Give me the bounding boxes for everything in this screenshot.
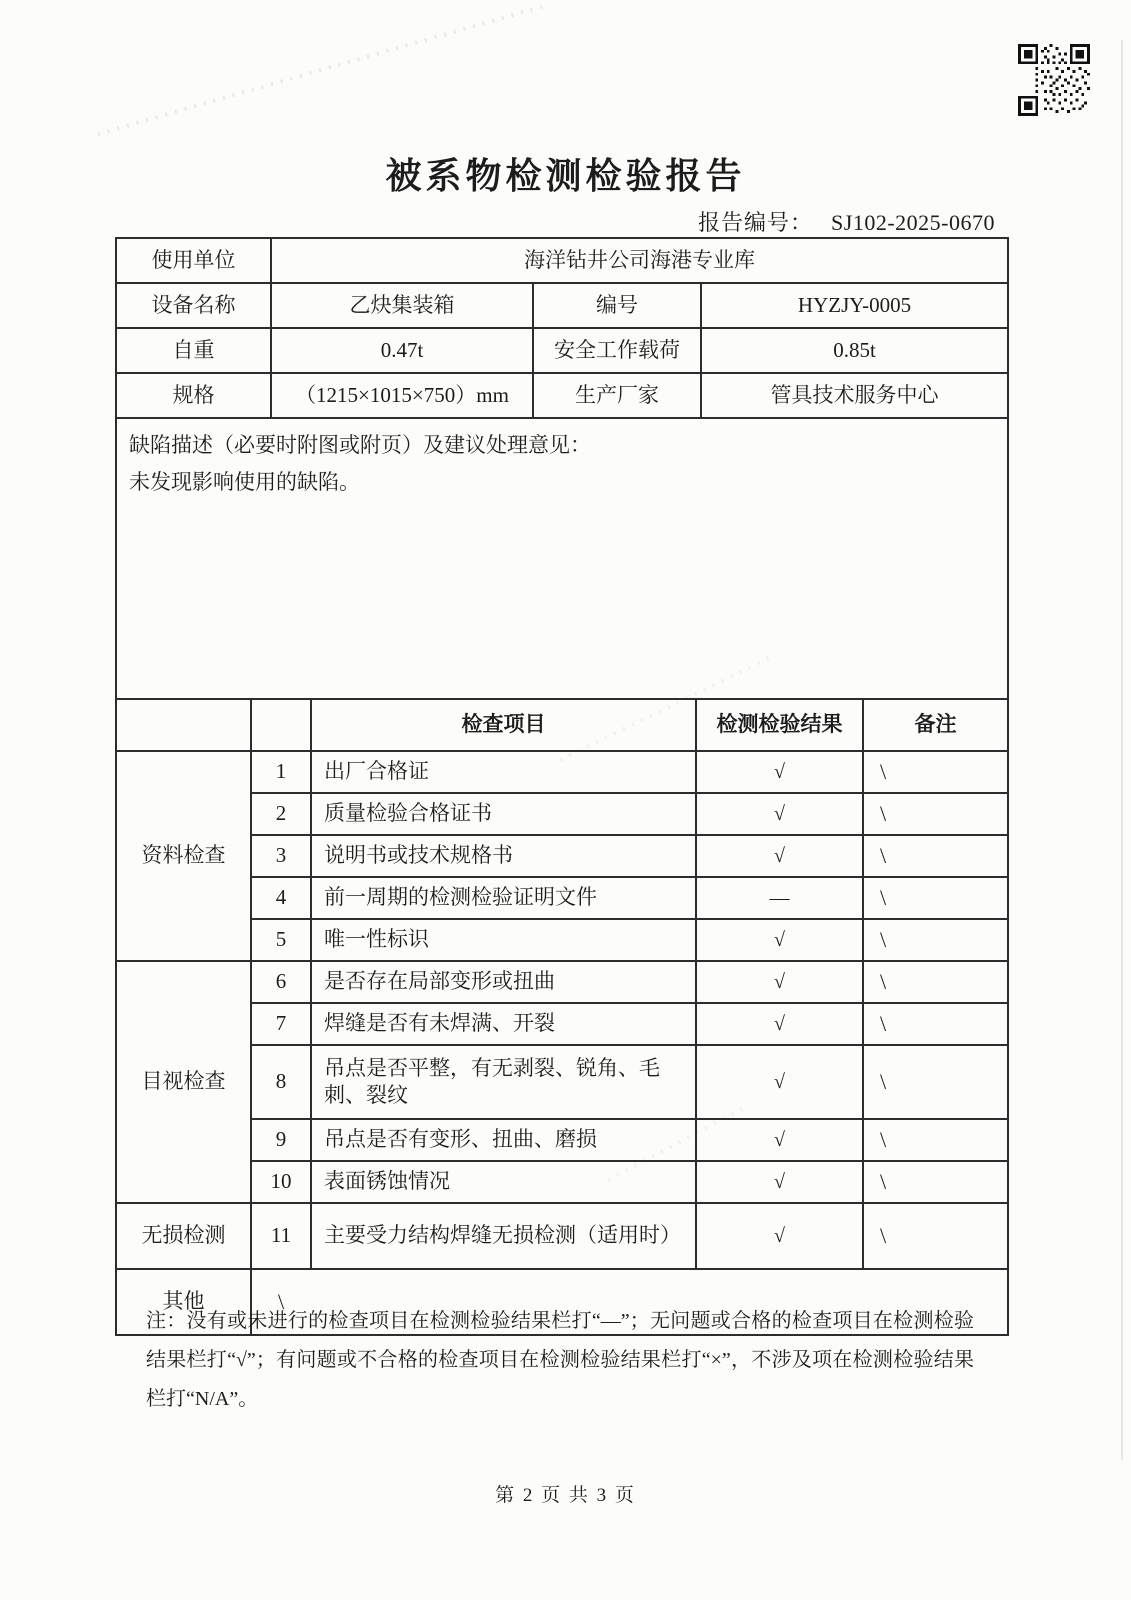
result-mark: √ bbox=[696, 1045, 863, 1119]
defect-description-content: 未发现影响使用的缺陷。 bbox=[129, 469, 360, 494]
watermark-artifact bbox=[97, 3, 550, 136]
result-mark: √ bbox=[696, 1119, 863, 1161]
report-number-value: SJ102-2025-0670 bbox=[831, 210, 995, 235]
field-weight-value: 0.47t bbox=[271, 328, 533, 373]
item-desc: 主要受力结构焊缝无损检测（适用时） bbox=[311, 1203, 696, 1269]
table-row bbox=[116, 283, 1008, 328]
remark-mark: \ bbox=[863, 919, 1008, 961]
group-ndt-label: 无损检测 bbox=[116, 1203, 251, 1269]
group-visual-label: 目视检查 bbox=[116, 961, 251, 1203]
header-group-cell bbox=[116, 699, 251, 751]
equipment-info-table bbox=[115, 237, 1009, 700]
remark-mark: \ bbox=[863, 961, 1008, 1003]
note-text: 注：没有或未进行的检查项目在检测检验结果栏打“—”；无问题或合格的检查项目在检测检验结果栏打“√”；有问题或不合格的检查项目在检测检验结果栏打“×”，不涉及项在检测检验结果栏打“N/A”。 bbox=[146, 1310, 974, 1410]
other-value: \ bbox=[251, 1269, 1008, 1335]
field-weight-label: 自重 bbox=[116, 328, 271, 373]
field-device-label: 设备名称 bbox=[116, 283, 271, 328]
result-mark: — bbox=[696, 877, 863, 919]
item-no: 2 bbox=[251, 793, 311, 835]
result-mark: √ bbox=[696, 1203, 863, 1269]
result-mark: √ bbox=[696, 1003, 863, 1045]
field-manufacturer-label: 生产厂家 bbox=[533, 373, 701, 418]
header-no-cell bbox=[251, 699, 311, 751]
remark-mark: \ bbox=[863, 751, 1008, 793]
report-number-line bbox=[698, 206, 995, 237]
field-device-value: 乙炔集装箱 bbox=[271, 283, 533, 328]
field-unit-label: 使用单位 bbox=[116, 238, 271, 283]
item-no: 7 bbox=[251, 1003, 311, 1045]
remark-mark: \ bbox=[863, 1045, 1008, 1119]
field-swl-value: 0.85t bbox=[701, 328, 1008, 373]
table-row bbox=[116, 373, 1008, 418]
item-desc: 唯一性标识 bbox=[311, 919, 696, 961]
group-other-label: 其他 bbox=[116, 1269, 251, 1335]
page-title: 被系物检测检验报告 bbox=[385, 156, 746, 196]
report-number-label: 报告编号： bbox=[698, 210, 814, 235]
item-no: 1 bbox=[251, 751, 311, 793]
field-unit-value: 海洋钻井公司海港专业库 bbox=[271, 238, 1008, 283]
checklist-row bbox=[116, 1203, 1008, 1269]
checklist-row bbox=[116, 961, 1008, 1003]
page-edge-shadow bbox=[1121, 40, 1123, 1460]
item-desc: 说明书或技术规格书 bbox=[311, 835, 696, 877]
defect-description-cell bbox=[116, 418, 1008, 699]
group-docs-label: 资料检查 bbox=[116, 751, 251, 961]
result-mark: √ bbox=[696, 1161, 863, 1203]
item-no: 5 bbox=[251, 919, 311, 961]
item-no: 3 bbox=[251, 835, 311, 877]
page-footer: 第 2 页 共 3 页 bbox=[495, 1485, 636, 1506]
item-desc: 吊点是否平整，有无剥裂、锐角、毛刺、裂纹 bbox=[311, 1045, 696, 1119]
remark-mark: \ bbox=[863, 1161, 1008, 1203]
header-item: 检查项目 bbox=[311, 699, 696, 751]
result-mark: √ bbox=[696, 793, 863, 835]
field-number-label: 编号 bbox=[533, 283, 701, 328]
remark-mark: \ bbox=[863, 1203, 1008, 1269]
table-row bbox=[116, 418, 1008, 699]
qr-code-icon bbox=[1018, 44, 1090, 116]
result-mark: √ bbox=[696, 919, 863, 961]
header-result: 检测检验结果 bbox=[696, 699, 863, 751]
inspection-checklist-table bbox=[115, 698, 1009, 1336]
item-desc: 表面锈蚀情况 bbox=[311, 1161, 696, 1203]
item-no: 10 bbox=[251, 1161, 311, 1203]
item-no: 6 bbox=[251, 961, 311, 1003]
remark-mark: \ bbox=[863, 877, 1008, 919]
item-desc: 焊缝是否有未焊满、开裂 bbox=[311, 1003, 696, 1045]
remark-mark: \ bbox=[863, 1119, 1008, 1161]
item-no: 8 bbox=[251, 1045, 311, 1119]
item-desc: 吊点是否有变形、扭曲、磨损 bbox=[311, 1119, 696, 1161]
header-remark: 备注 bbox=[863, 699, 1008, 751]
item-no: 4 bbox=[251, 877, 311, 919]
result-mark: √ bbox=[696, 835, 863, 877]
item-desc: 前一周期的检测检验证明文件 bbox=[311, 877, 696, 919]
item-desc: 出厂合格证 bbox=[311, 751, 696, 793]
checklist-header-row bbox=[116, 699, 1008, 751]
item-desc: 是否存在局部变形或扭曲 bbox=[311, 961, 696, 1003]
table-row bbox=[116, 238, 1008, 283]
field-manufacturer-value: 管具技术服务中心 bbox=[701, 373, 1008, 418]
field-spec-label: 规格 bbox=[116, 373, 271, 418]
field-spec-value: （1215×1015×750）mm bbox=[271, 373, 533, 418]
checklist-row bbox=[116, 751, 1008, 793]
report-tables bbox=[115, 237, 1007, 1336]
item-no: 9 bbox=[251, 1119, 311, 1161]
result-mark: √ bbox=[696, 751, 863, 793]
field-number-value: HYZJY-0005 bbox=[701, 283, 1008, 328]
item-no: 11 bbox=[251, 1203, 311, 1269]
item-desc: 质量检验合格证书 bbox=[311, 793, 696, 835]
result-mark: √ bbox=[696, 961, 863, 1003]
remark-mark: \ bbox=[863, 1003, 1008, 1045]
remark-mark: \ bbox=[863, 793, 1008, 835]
field-swl-label: 安全工作载荷 bbox=[533, 328, 701, 373]
remark-mark: \ bbox=[863, 835, 1008, 877]
defect-description-label: 缺陷描述（必要时附图或附页）及建议处理意见： bbox=[129, 433, 591, 457]
table-row bbox=[116, 328, 1008, 373]
